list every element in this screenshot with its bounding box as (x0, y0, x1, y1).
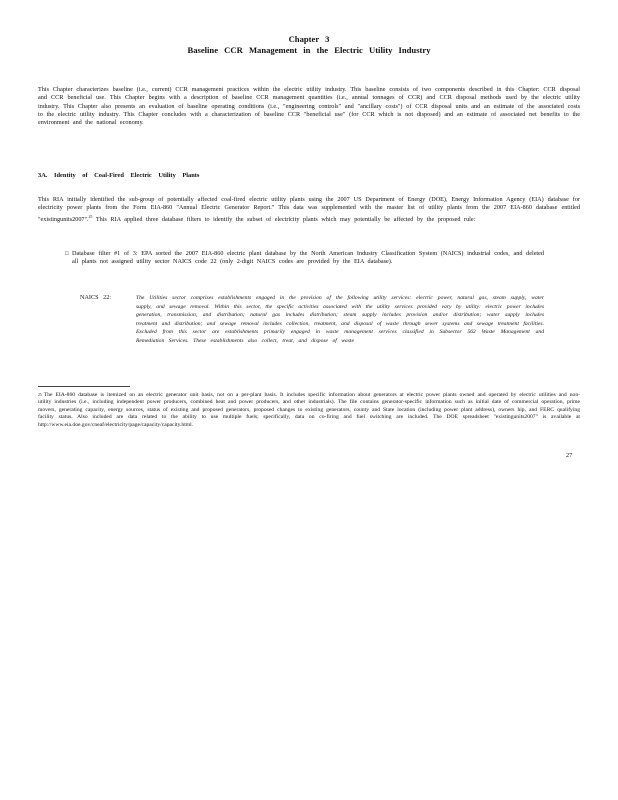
chapter-title: Baseline CCR Management in the Electric Utility Industry (187, 45, 431, 55)
section-paragraph-rest: This RIA applied three database filters to identify the subset of electricity plants which may potentially be affected by the proposed rule: (92, 215, 476, 223)
chapter-heading (0, 34, 618, 56)
intro-paragraph: This Chapter characterizes baseline (i.e., current) CCR management practices within the electric utility industry. This baseline consists of two components described in this Chapter: CCR disposal and CCR beneficial use. This Chapter begins with a description of baseline CCR management quantities (i.e., annual tonnages of CCR) and CCR disposal methods used by the electric utility industry. This Chapter also presents an evaluation of baseline operating conditions (i.e., "engineering controls" and "ancillary costs") of CCR disposal units and an estimate of the associated costs to the electric utility industry. This Chapter concludes with a characterization of baseline CCR "beneficial use" (for CCR which is not disposed) and an estimate of associated net benefits to the environment and the national economy. (38, 86, 580, 127)
checkbox-bullet-icon: □ (65, 251, 69, 257)
naics-label: NAICS 22: (80, 294, 112, 301)
footnote (38, 392, 580, 429)
footnote-mark: 25 (38, 393, 42, 397)
section-paragraph-text: This RIA initially identified the sub-group of potentially affected coal-fired electric utility plants using the 2007 US Department of Energy (DOE), Energy Information Agency (EIA) database for electricity power plants from the Form EIA-860 "Annual Electric Generator Report." This data was supplemented with the master list of utility plants from the 2007 EIA-860 database entitled "existingunits2007". (38, 196, 580, 223)
chapter-number: Chapter 3 (288, 34, 330, 44)
section-paragraph (38, 196, 580, 224)
filter-bullet (65, 250, 544, 267)
section-heading: 3A. Identity of Coal-Fired Electric Utility Plants (38, 172, 200, 179)
footnote-reference: 25 (88, 214, 93, 219)
page-number: 27 (566, 452, 573, 459)
footnote-divider (38, 386, 130, 387)
naics-definition: The Utilities sector comprises establishments engaged in the provision of the following utility services: electric power, natural gas, steam supply, water supply, and sewage removal. Within this sector, the specific activities associated with the utility services provided vary by utility: electric power includes generation, transmission, and distribution; natural gas includes distribution; steam supply includes provision and/or distribution; water supply includes treatment and distribution; and sewage removal includes collection, treatment, and disposal of waste through sewer systems and sewage treatment facilities. Excluded from this sector are establishments primarily engaged in waste management services classified in Subsector 562 Waste Management and Remediation Services. These establishments also collect, treat, and dispose of waste (136, 295, 544, 344)
footnote-text: The EIA-860 database is itemized on an electric generator unit basis, not on a per-plant basis. It includes specific information about generators at electric power plants owned and operated by electric utilities and non-utility industries (i.e., including independent power producers, combined heat and power producers, and other industrials). The file contains generator-specific information such as initial date of commercial operation, prime movers, generating capacity, energy sources, status of existing and proposed generators, proposed changes to existing generators, county and State location (including power plant address), owners hip, and FERC qualifying facility status. Also included are data related to the ability to use multiple fuels; specifically, data on co-firing and fuel switching are included. The DOE spreadsheet "existingunits2007" is available at http://www.eia.doe.gov/cneaf/electricity/page/capacity/capacity.html. (38, 392, 580, 428)
filter-bullet-text: Database filter #1 of 3: EPA sorted the 2007 EIA-860 electric plant database by the North American Industry Classification System (NAICS) industrial codes, and deleted all plants not assigned utility sector NAICS code 22 (only 2-digit NAICS codes are provided by the EIA database). (72, 250, 544, 266)
